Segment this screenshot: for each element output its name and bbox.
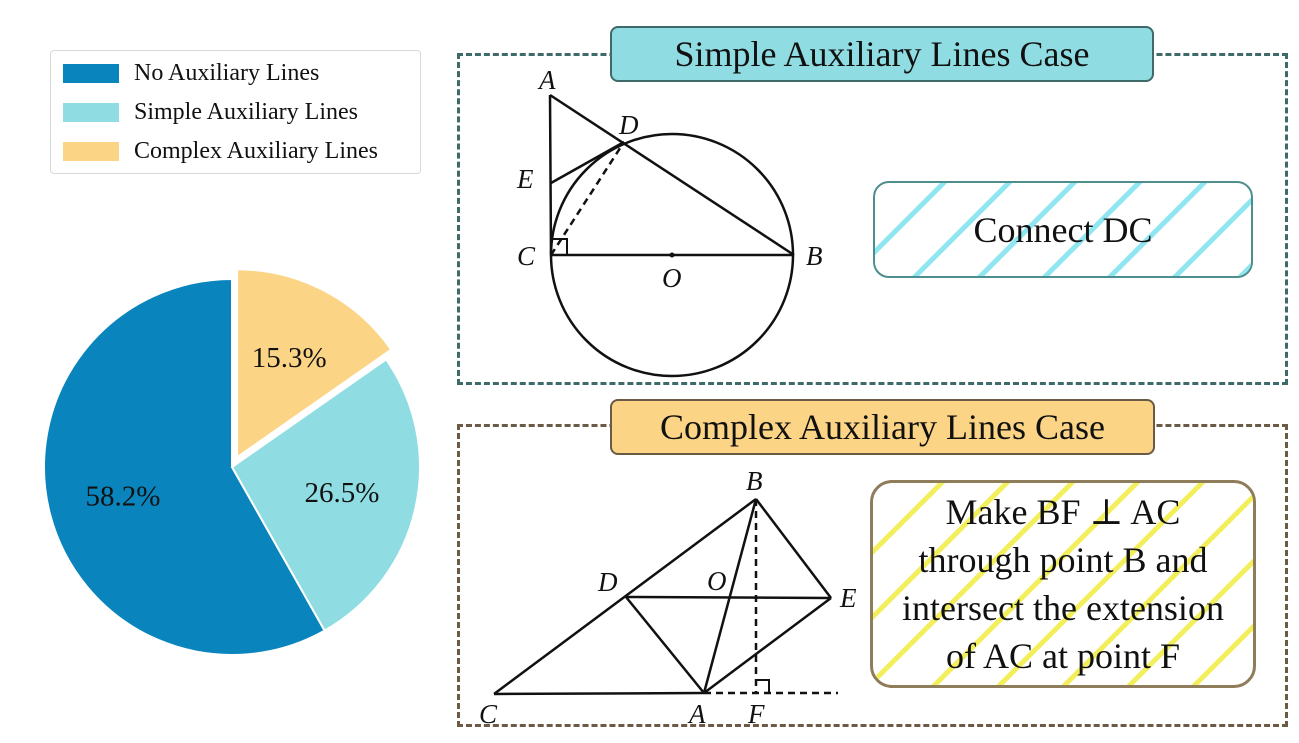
segment-be bbox=[756, 499, 831, 598]
instruction-line: of AC at point F bbox=[945, 636, 1180, 676]
point-label-a: A bbox=[539, 65, 556, 95]
point-label-o: O bbox=[662, 263, 682, 293]
point-label-f: F bbox=[748, 699, 765, 729]
pie-label-complex-auxiliary-lines: 15.3% bbox=[251, 342, 327, 375]
point-label-b: B bbox=[806, 241, 823, 271]
point-label-c: C bbox=[479, 699, 498, 729]
legend-label: No Auxiliary Lines bbox=[134, 59, 320, 86]
pie-label-no-auxiliary-lines: 58.2% bbox=[85, 480, 161, 513]
segment-ca bbox=[494, 693, 704, 694]
complex-case-title-text: Complex Auxiliary Lines Case bbox=[660, 407, 1105, 447]
instruction-line: through point B and bbox=[918, 540, 1208, 580]
simple-case-instruction-text: Connect DC bbox=[973, 209, 1153, 250]
segment-de bbox=[626, 597, 831, 598]
complex-case-instruction-text bbox=[902, 488, 1224, 680]
right-angle-mark-f bbox=[756, 680, 769, 693]
point-label-d: D bbox=[598, 567, 618, 597]
point-label-o: O bbox=[707, 566, 727, 596]
point-label-e: E bbox=[517, 164, 534, 194]
point-label-d: D bbox=[619, 110, 639, 140]
segment-ab bbox=[704, 499, 756, 693]
point-label-c: C bbox=[517, 241, 536, 271]
instruction-line: intersect the extension bbox=[902, 588, 1224, 628]
legend-label: Simple Auxiliary Lines bbox=[134, 98, 358, 125]
simple-case-title-text: Simple Auxiliary Lines Case bbox=[674, 34, 1090, 74]
segment-ae bbox=[704, 598, 831, 693]
point-label-e: E bbox=[840, 583, 857, 613]
complex-case-instruction bbox=[870, 480, 1256, 688]
point-label-b: B bbox=[746, 466, 763, 496]
segment-da bbox=[626, 597, 704, 693]
point-label-a: A bbox=[689, 699, 706, 729]
legend-label: Complex Auxiliary Lines bbox=[134, 137, 378, 164]
pie-label-simple-auxiliary-lines: 26.5% bbox=[304, 476, 380, 509]
instruction-line: Make BF ⊥ AC bbox=[945, 492, 1181, 532]
